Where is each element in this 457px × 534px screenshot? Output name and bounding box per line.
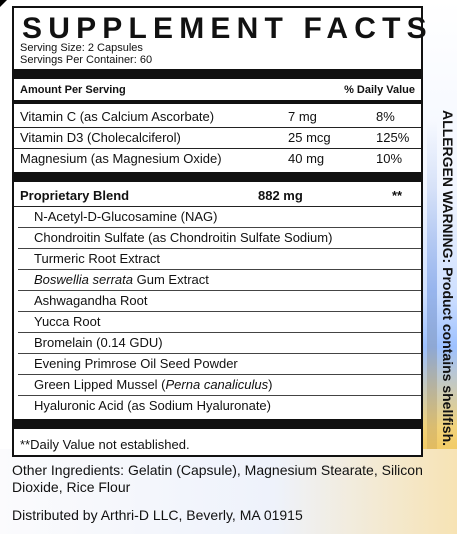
nutrient-dv: 8% bbox=[376, 109, 395, 124]
row-divider bbox=[14, 206, 421, 207]
row-divider bbox=[18, 332, 421, 333]
nutrient-dv: 10% bbox=[376, 151, 403, 166]
column-header bbox=[20, 84, 415, 96]
blend-ingredient bbox=[34, 377, 272, 392]
blend-ingredient: Bromelain (0.14 GDU) bbox=[34, 335, 163, 350]
mouse-cursor-icon bbox=[0, 0, 7, 7]
row-divider bbox=[18, 353, 421, 354]
servings-per-container: Servings Per Container: 60 bbox=[20, 54, 153, 66]
thick-divider bbox=[14, 69, 421, 79]
blend-ingredient: Yucca Root bbox=[34, 314, 101, 329]
ingredient-suffix: Gum Extract bbox=[136, 272, 209, 287]
blend-ingredient bbox=[34, 272, 209, 287]
thick-divider bbox=[14, 419, 421, 429]
allergen-warning: ALLERGEN WARNING: Product contains shellfish. bbox=[440, 110, 456, 447]
blend-dv: ** bbox=[392, 188, 403, 203]
nutrient-name: Magnesium (as Magnesium Oxide) bbox=[20, 151, 222, 166]
row-divider bbox=[18, 395, 421, 396]
daily-value-label: % Daily Value bbox=[344, 84, 415, 96]
supplement-facts-panel bbox=[12, 6, 433, 457]
blend-ingredient: Chondroitin Sulfate (as Chondroitin Sulfate Sodium) bbox=[34, 230, 333, 245]
row-divider bbox=[18, 227, 421, 228]
blend-ingredient: Turmeric Root Extract bbox=[34, 251, 160, 266]
ingredient-prefix: Green Lipped Mussel ( bbox=[34, 377, 166, 392]
blend-ingredient: Ashwagandha Root bbox=[34, 293, 148, 308]
blend-ingredient: Evening Primrose Oil Seed Powder bbox=[34, 356, 238, 371]
blend-name: Proprietary Blend bbox=[20, 188, 130, 203]
background-stripe bbox=[427, 120, 437, 500]
distributor-line: Distributed by Arthri-D LLC, Beverly, MA 01915 bbox=[12, 507, 303, 523]
nutrient-row bbox=[20, 151, 415, 169]
row-divider bbox=[18, 269, 421, 270]
panel-title: SUPPLEMENT FACTS bbox=[22, 12, 433, 45]
medium-divider bbox=[14, 100, 421, 104]
blend-amount: 882 mg bbox=[258, 188, 303, 203]
nutrient-amount: 7 mg bbox=[288, 109, 317, 124]
ingredient-close: ) bbox=[268, 377, 273, 392]
amount-per-serving-label: Amount Per Serving bbox=[20, 84, 126, 96]
thick-divider bbox=[14, 172, 421, 182]
nutrient-dv: 125% bbox=[376, 130, 410, 145]
blend-ingredient: Hyaluronic Acid (as Sodium Hyaluronate) bbox=[34, 398, 271, 413]
other-ingredients: Other Ingredients: Gelatin (Capsule), Magnesium Stearate, Silicon Dioxide, Rice Flour bbox=[12, 462, 423, 495]
nutrient-name: Vitamin D3 (Cholecalciferol) bbox=[20, 130, 181, 145]
nutrient-name: Vitamin C (as Calcium Ascorbate) bbox=[20, 109, 215, 124]
blend-ingredient: N-Acetyl-D-Glucosamine (NAG) bbox=[34, 209, 218, 224]
row-divider bbox=[18, 374, 421, 375]
footnote: **Daily Value not established. bbox=[20, 437, 190, 452]
row-divider bbox=[18, 248, 421, 249]
ingredient-latin-name: Boswellia serrata bbox=[34, 272, 133, 287]
row-divider bbox=[18, 311, 421, 312]
row-divider bbox=[18, 290, 421, 291]
nutrient-amount: 40 mg bbox=[288, 151, 325, 166]
proprietary-blend-row bbox=[20, 188, 415, 203]
row-divider bbox=[14, 148, 421, 149]
serving-size: Serving Size: 2 Capsules bbox=[20, 42, 143, 54]
nutrient-amount: 25 mcg bbox=[288, 130, 331, 145]
nutrient-row bbox=[20, 109, 415, 127]
ingredient-latin-name: Perna canaliculus bbox=[165, 377, 269, 392]
row-divider bbox=[14, 127, 421, 128]
nutrient-row bbox=[20, 130, 415, 148]
